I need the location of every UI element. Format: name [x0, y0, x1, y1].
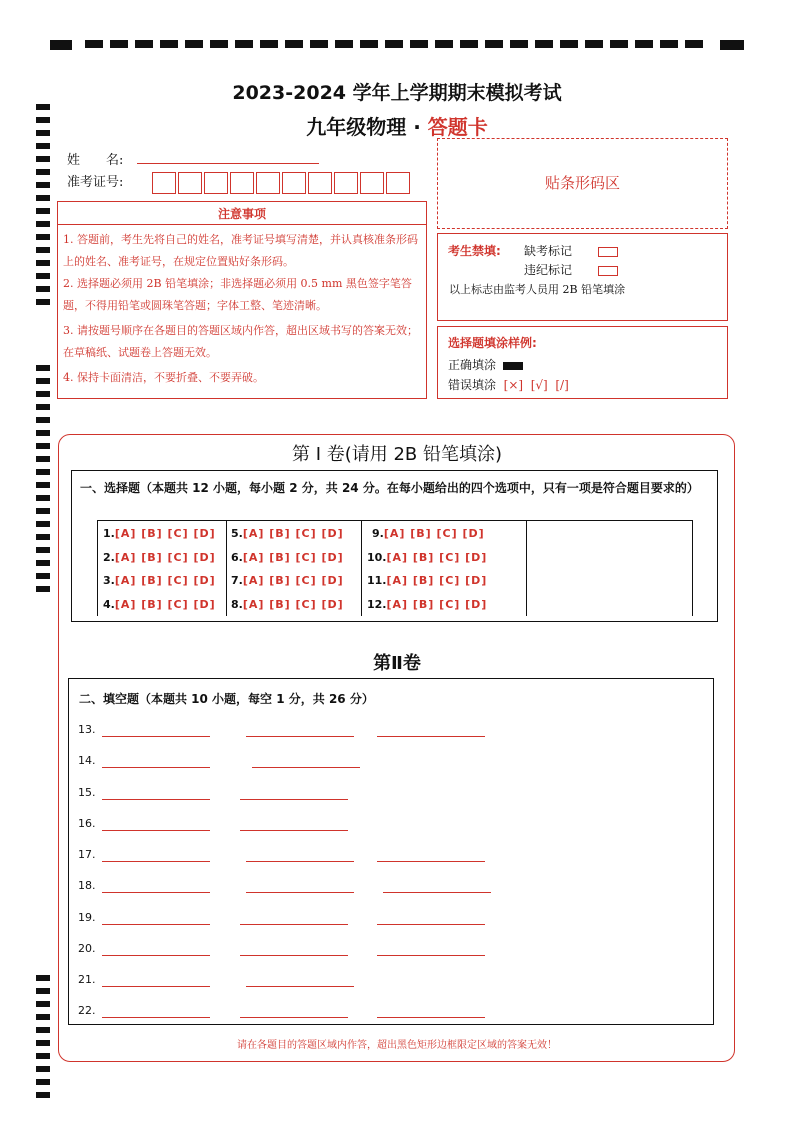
- filled-sample-mark: [503, 362, 523, 370]
- choice-grid-line: [692, 520, 693, 616]
- choice-question[interactable]: 3.[A] [B] [C] [D]: [103, 574, 216, 587]
- fill-blank[interactable]: [240, 1017, 348, 1018]
- fill-section-box: [68, 678, 714, 1025]
- choice-question[interactable]: 11.[A] [B] [C] [D]: [367, 574, 488, 587]
- fill-blank[interactable]: [377, 955, 485, 956]
- choice-grid-line: [361, 520, 362, 616]
- choice-question[interactable]: 8.[A] [B] [C] [D]: [231, 598, 344, 611]
- name-label: 姓 名:: [67, 153, 124, 168]
- fill-question-number: 15.: [78, 786, 96, 799]
- fill-question-number: 21.: [78, 973, 96, 986]
- fill-question-number: 14.: [78, 754, 96, 767]
- barcode-label: 贴条形码区: [544, 174, 620, 192]
- choice-grid-line: [526, 520, 527, 616]
- fill-blank[interactable]: [246, 986, 354, 987]
- fill-blank[interactable]: [377, 861, 485, 862]
- violation-mark-label: 违纪标记: [524, 263, 573, 277]
- absent-mark-row: [524, 242, 618, 259]
- absent-mark-box[interactable]: [598, 247, 618, 257]
- fill-blank[interactable]: [246, 861, 354, 862]
- choice-question[interactable]: 6.[A] [B] [C] [D]: [231, 551, 344, 564]
- notice-item-1: 1. 答题前，考生先将自己的姓名，准考证号填写清楚，并认真核准条形码上的姓名、准考证号，在规定位置贴好条形码。: [63, 233, 418, 268]
- notice-item-2: 2. 选择题必须用 2B 铅笔填涂；非选择题必须用 0.5 mm 黑色签字笔答题，不得用铅笔或圆珠笔答题；字体工整、笔迹清晰。: [63, 277, 412, 312]
- violation-mark-box[interactable]: [598, 266, 618, 276]
- exam-title: 2023-2024 学年上学期期末模拟考试: [232, 82, 562, 104]
- fill-blank[interactable]: [240, 955, 348, 956]
- fill-blank[interactable]: [377, 1017, 485, 1018]
- fill-blank[interactable]: [102, 861, 210, 862]
- notice-title: 注意事项: [217, 207, 266, 221]
- subtitle-answer-card: 答题卡: [427, 115, 488, 139]
- fill-blank[interactable]: [102, 924, 210, 925]
- violation-mark-row: [524, 261, 618, 278]
- fill-blank[interactable]: [102, 830, 210, 831]
- choice-grid-top: [97, 520, 692, 521]
- fill-blank[interactable]: [102, 892, 210, 893]
- fill-blank[interactable]: [102, 955, 210, 956]
- name-field[interactable]: [137, 163, 319, 164]
- sample-wrong-marks: [×] [√] [/]: [503, 378, 569, 392]
- fill-blank[interactable]: [246, 736, 354, 737]
- footer-warning: 请在各题目的答题区域内作答，超出黑色矩形边框限定区域的答案无效！: [237, 1040, 557, 1051]
- part2-title: 第Ⅱ卷: [373, 653, 421, 674]
- subtitle-subject: 九年级物理 ·: [306, 115, 428, 139]
- fill-blank[interactable]: [102, 986, 210, 987]
- forbidden-title: 考生禁填:: [448, 244, 501, 258]
- choice-question[interactable]: 2.[A] [B] [C] [D]: [103, 551, 216, 564]
- sample-wrong-row: [448, 376, 569, 393]
- sample-wrong-label: 错误填涂: [448, 378, 497, 392]
- fill-question-number: 13.: [78, 723, 96, 736]
- fill-question-number: 16.: [78, 817, 96, 830]
- sample-correct-row: [448, 356, 523, 373]
- fill-blank[interactable]: [102, 736, 210, 737]
- part1-title: 第 I 卷(请用 2B 铅笔填涂): [291, 444, 503, 465]
- fill-blank[interactable]: [383, 892, 491, 893]
- forbidden-note: 以上标志由监考人员用 2B 铅笔填涂: [449, 283, 626, 296]
- choice-grid-line: [226, 520, 227, 616]
- choice-question[interactable]: 4.[A] [B] [C] [D]: [103, 598, 216, 611]
- exam-id-label: 准考证号:: [67, 175, 124, 190]
- choice-section-title: 一、选择题（本题共 12 小题，每小题 2 分，共 24 分。在每小题给出的四个选项中，只有一项是符合题目要求的）: [80, 481, 699, 495]
- fill-section-title: 二、填空题（本题共 10 小题，每空 1 分，共 26 分）: [79, 692, 374, 706]
- choice-question[interactable]: 10.[A] [B] [C] [D]: [367, 551, 488, 564]
- fill-blank[interactable]: [252, 767, 360, 768]
- fill-blank[interactable]: [377, 924, 485, 925]
- choice-question[interactable]: 5.[A] [B] [C] [D]: [231, 527, 344, 540]
- sample-title: 选择题填涂样例:: [448, 336, 537, 350]
- notice-item-4: 4. 保持卡面清洁，不要折叠、不要弄破。: [63, 371, 264, 384]
- sample-correct-label: 正确填涂: [448, 358, 497, 372]
- fill-blank[interactable]: [102, 799, 210, 800]
- fill-question-number: 17.: [78, 848, 96, 861]
- fill-blank[interactable]: [240, 830, 348, 831]
- fill-question-number: 20.: [78, 942, 96, 955]
- fill-blank[interactable]: [246, 892, 354, 893]
- choice-grid-line: [97, 520, 98, 616]
- card-subtitle: [0, 111, 794, 140]
- choice-question[interactable]: 1.[A] [B] [C] [D]: [103, 527, 216, 540]
- fill-blank[interactable]: [377, 736, 485, 737]
- choice-question[interactable]: 9.[A] [B] [C] [D]: [372, 527, 485, 540]
- notice-item-3: 3. 请按题号顺序在各题目的答题区域内作答，超出区域书写的答案无效；在草稿纸、试题卷上答题无效。: [63, 324, 418, 359]
- choice-question[interactable]: 7.[A] [B] [C] [D]: [231, 574, 344, 587]
- choice-question[interactable]: 12.[A] [B] [C] [D]: [367, 598, 488, 611]
- absent-mark-label: 缺考标记: [524, 244, 573, 258]
- fill-blank[interactable]: [240, 799, 348, 800]
- fill-question-number: 19.: [78, 911, 96, 924]
- fill-question-number: 18.: [78, 879, 96, 892]
- fill-blank[interactable]: [102, 1017, 210, 1018]
- fill-question-number: 22.: [78, 1004, 96, 1017]
- fill-blank[interactable]: [102, 767, 210, 768]
- fill-blank[interactable]: [240, 924, 348, 925]
